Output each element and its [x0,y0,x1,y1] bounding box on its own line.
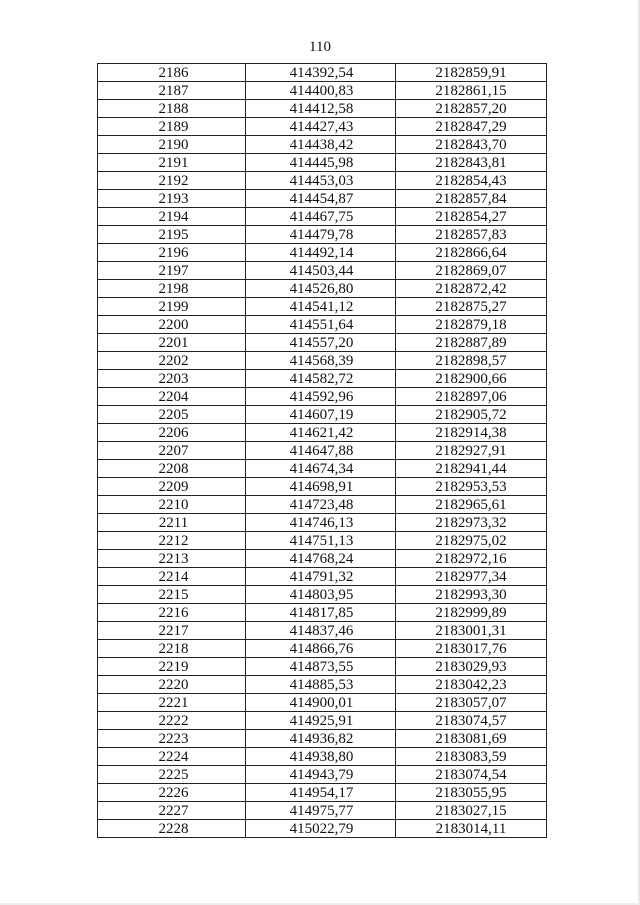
y-coordinate-cell: 2182866,64 [396,244,547,262]
y-coordinate-cell: 2182973,32 [396,514,547,532]
table-row [98,352,547,370]
x-coordinate-cell: 414503,44 [246,262,396,280]
table-row [98,658,547,676]
y-coordinate-cell: 2183014,11 [396,820,547,838]
x-coordinate-cell: 414866,76 [246,640,396,658]
y-coordinate-cell: 2183081,69 [396,730,547,748]
coordinates-table [97,63,547,838]
y-coordinate-cell: 2182972,16 [396,550,547,568]
x-coordinate-cell: 414936,82 [246,730,396,748]
point-number-cell: 2216 [98,604,246,622]
y-coordinate-cell: 2182975,02 [396,532,547,550]
table-row [98,532,547,550]
point-number-cell: 2197 [98,262,246,280]
table-row [98,496,547,514]
x-coordinate-cell: 414541,12 [246,298,396,316]
point-number-cell: 2188 [98,100,246,118]
point-number-cell: 2190 [98,136,246,154]
x-coordinate-cell: 414698,91 [246,478,396,496]
x-coordinate-cell: 414607,19 [246,406,396,424]
table-row [98,298,547,316]
table-row [98,442,547,460]
point-number-cell: 2200 [98,316,246,334]
table-row [98,226,547,244]
y-coordinate-cell: 2182857,20 [396,100,547,118]
table-row [98,460,547,478]
x-coordinate-cell: 414791,32 [246,568,396,586]
point-number-cell: 2210 [98,496,246,514]
x-coordinate-cell: 414438,42 [246,136,396,154]
point-number-cell: 2208 [98,460,246,478]
y-coordinate-cell: 2182857,83 [396,226,547,244]
table-row [98,172,547,190]
x-coordinate-cell: 414621,42 [246,424,396,442]
x-coordinate-cell: 414751,13 [246,532,396,550]
y-coordinate-cell: 2183055,95 [396,784,547,802]
y-coordinate-cell: 2182861,15 [396,82,547,100]
y-coordinate-cell: 2182869,07 [396,262,547,280]
point-number-cell: 2213 [98,550,246,568]
y-coordinate-cell: 2183074,54 [396,766,547,784]
table-row [98,478,547,496]
table-row [98,424,547,442]
y-coordinate-cell: 2183083,59 [396,748,547,766]
table-row [98,622,547,640]
y-coordinate-cell: 2182854,43 [396,172,547,190]
table-row [98,676,547,694]
y-coordinate-cell: 2182859,91 [396,64,547,82]
x-coordinate-cell: 414526,80 [246,280,396,298]
y-coordinate-cell: 2182927,91 [396,442,547,460]
x-coordinate-cell: 414492,14 [246,244,396,262]
table-row [98,640,547,658]
x-coordinate-cell: 414453,03 [246,172,396,190]
y-coordinate-cell: 2182872,42 [396,280,547,298]
x-coordinate-cell: 414954,17 [246,784,396,802]
y-coordinate-cell: 2182854,27 [396,208,547,226]
point-number-cell: 2187 [98,82,246,100]
table-row [98,244,547,262]
table-row [98,136,547,154]
y-coordinate-cell: 2182875,27 [396,298,547,316]
point-number-cell: 2226 [98,784,246,802]
table-row [98,388,547,406]
y-coordinate-cell: 2182900,66 [396,370,547,388]
table-row [98,64,547,82]
table-row [98,604,547,622]
point-number-cell: 2193 [98,190,246,208]
point-number-cell: 2228 [98,820,246,838]
table-row [98,100,547,118]
point-number-cell: 2199 [98,298,246,316]
x-coordinate-cell: 414975,77 [246,802,396,820]
x-coordinate-cell: 414900,01 [246,694,396,712]
table-row [98,694,547,712]
point-number-cell: 2224 [98,748,246,766]
point-number-cell: 2215 [98,586,246,604]
y-coordinate-cell: 2182999,89 [396,604,547,622]
x-coordinate-cell: 414392,54 [246,64,396,82]
table-row [98,514,547,532]
table-row [98,82,547,100]
x-coordinate-cell: 414400,83 [246,82,396,100]
y-coordinate-cell: 2183057,07 [396,694,547,712]
x-coordinate-cell: 414674,34 [246,460,396,478]
y-coordinate-cell: 2182843,70 [396,136,547,154]
y-coordinate-cell: 2182847,29 [396,118,547,136]
y-coordinate-cell: 2182898,57 [396,352,547,370]
y-coordinate-cell: 2182905,72 [396,406,547,424]
y-coordinate-cell: 2183074,57 [396,712,547,730]
x-coordinate-cell: 414568,39 [246,352,396,370]
point-number-cell: 2194 [98,208,246,226]
x-coordinate-cell: 414445,98 [246,154,396,172]
x-coordinate-cell: 414938,80 [246,748,396,766]
x-coordinate-cell: 414592,96 [246,388,396,406]
table-row [98,766,547,784]
x-coordinate-cell: 414925,91 [246,712,396,730]
table-row [98,784,547,802]
table-row [98,820,547,838]
y-coordinate-cell: 2182953,53 [396,478,547,496]
x-coordinate-cell: 414723,48 [246,496,396,514]
x-coordinate-cell: 414647,88 [246,442,396,460]
table-row [98,586,547,604]
table-row [98,550,547,568]
x-coordinate-cell: 414817,85 [246,604,396,622]
point-number-cell: 2186 [98,64,246,82]
point-number-cell: 2192 [98,172,246,190]
point-number-cell: 2204 [98,388,246,406]
x-coordinate-cell: 415022,79 [246,820,396,838]
table-row [98,154,547,172]
point-number-cell: 2201 [98,334,246,352]
y-coordinate-cell: 2182887,89 [396,334,547,352]
x-coordinate-cell: 414582,72 [246,370,396,388]
point-number-cell: 2223 [98,730,246,748]
y-coordinate-cell: 2183001,31 [396,622,547,640]
page-number: 110 [309,39,331,55]
x-coordinate-cell: 414943,79 [246,766,396,784]
y-coordinate-cell: 2183017,76 [396,640,547,658]
table-row [98,118,547,136]
y-coordinate-cell: 2182879,18 [396,316,547,334]
y-coordinate-cell: 2182941,44 [396,460,547,478]
point-number-cell: 2189 [98,118,246,136]
y-coordinate-cell: 2182914,38 [396,424,547,442]
y-coordinate-cell: 2183029,93 [396,658,547,676]
y-coordinate-cell: 2182897,06 [396,388,547,406]
point-number-cell: 2217 [98,622,246,640]
y-coordinate-cell: 2182857,84 [396,190,547,208]
y-coordinate-cell: 2183042,23 [396,676,547,694]
x-coordinate-cell: 414412,58 [246,100,396,118]
point-number-cell: 2203 [98,370,246,388]
table-row [98,568,547,586]
table-row [98,748,547,766]
table-row [98,190,547,208]
point-number-cell: 2218 [98,640,246,658]
x-coordinate-cell: 414768,24 [246,550,396,568]
x-coordinate-cell: 414427,43 [246,118,396,136]
table-row [98,334,547,352]
table-row [98,280,547,298]
x-coordinate-cell: 414479,78 [246,226,396,244]
point-number-cell: 2206 [98,424,246,442]
x-coordinate-cell: 414803,95 [246,586,396,604]
point-number-cell: 2196 [98,244,246,262]
table-row [98,712,547,730]
y-coordinate-cell: 2182965,61 [396,496,547,514]
point-number-cell: 2207 [98,442,246,460]
point-number-cell: 2225 [98,766,246,784]
point-number-cell: 2212 [98,532,246,550]
y-coordinate-cell: 2182993,30 [396,586,547,604]
table-row [98,406,547,424]
coordinates-table-body [98,64,547,838]
point-number-cell: 2205 [98,406,246,424]
point-number-cell: 2214 [98,568,246,586]
point-number-cell: 2221 [98,694,246,712]
x-coordinate-cell: 414885,53 [246,676,396,694]
point-number-cell: 2222 [98,712,246,730]
point-number-cell: 2219 [98,658,246,676]
table-row [98,370,547,388]
x-coordinate-cell: 414454,87 [246,190,396,208]
x-coordinate-cell: 414873,55 [246,658,396,676]
table-row [98,316,547,334]
y-coordinate-cell: 2182843,81 [396,154,547,172]
point-number-cell: 2195 [98,226,246,244]
point-number-cell: 2227 [98,802,246,820]
table-row [98,262,547,280]
y-coordinate-cell: 2183027,15 [396,802,547,820]
x-coordinate-cell: 414837,46 [246,622,396,640]
point-number-cell: 2198 [98,280,246,298]
x-coordinate-cell: 414746,13 [246,514,396,532]
point-number-cell: 2191 [98,154,246,172]
x-coordinate-cell: 414557,20 [246,334,396,352]
x-coordinate-cell: 414467,75 [246,208,396,226]
table-row [98,208,547,226]
table-row [98,730,547,748]
point-number-cell: 2220 [98,676,246,694]
table-row [98,802,547,820]
x-coordinate-cell: 414551,64 [246,316,396,334]
point-number-cell: 2209 [98,478,246,496]
y-coordinate-cell: 2182977,34 [396,568,547,586]
point-number-cell: 2211 [98,514,246,532]
point-number-cell: 2202 [98,352,246,370]
